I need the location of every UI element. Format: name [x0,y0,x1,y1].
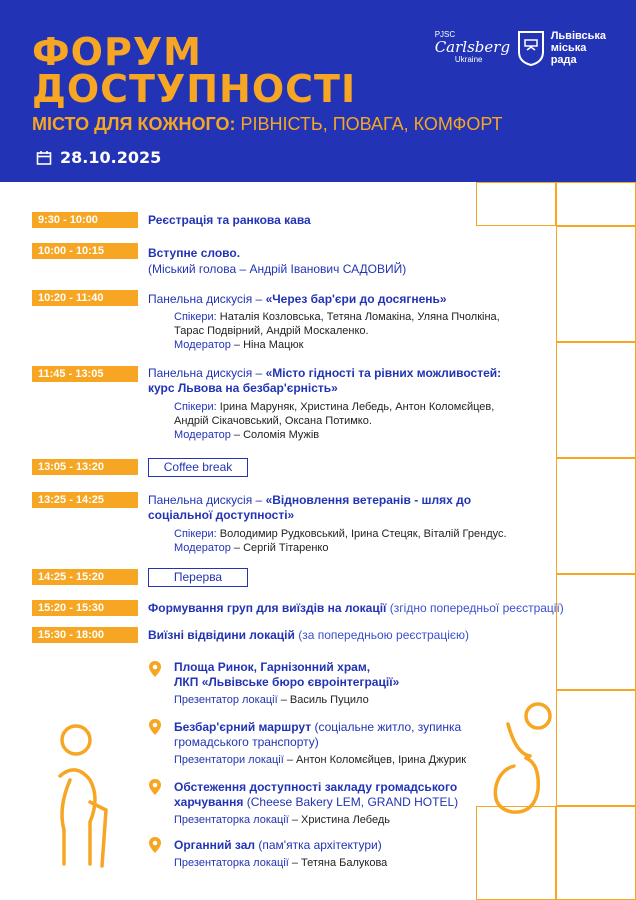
location-pin-icon [148,778,162,796]
presenter-label: Презентатори локації [174,754,284,766]
presenter-label: Презентаторка локації [174,814,289,826]
location-line-1: Обстеження доступності закладу громадського [174,780,458,794]
program-item [148,213,311,228]
item-title: «Місто гідності та рівних можливостей: [265,366,502,380]
coffee-break-label: Coffee break [148,458,248,477]
item-title: «Через бар'єри до досягнень» [265,292,447,306]
location-pin-icon [148,718,162,736]
location-line-1-bold: Органний зал [174,838,256,852]
carlsberg-logo [434,30,511,64]
speakers-line-2: Тарас Подвірний, Андрій Москаленко. [174,325,369,337]
location-line-2-rest: (Cheese Bakery LEM, GRAND HOTEL) [243,795,459,809]
moderator-line [174,541,328,555]
speakers-label: Спікери: [174,311,217,323]
speakers-line-2: Андрій Сікачовський, Оксана Потимко. [174,415,372,427]
item-title-2: курс Львова на безбар'єрність» [148,381,338,395]
date-text: 28.10.2025 [60,148,162,167]
item-note: (Міський голова – Андрій Іванович САДОВИЙ) [148,262,407,276]
speakers-names: Ірина Маруняк, Христина Лебедь, Антон Коломєйцев, [216,401,495,413]
time-slot: 13:05 - 13:20 [32,459,138,475]
item-title: «Відновлення ветеранів - шлях до [265,493,472,507]
speakers-line [174,400,494,414]
lviv-crest-icon [517,30,545,66]
lviv-line-3: рада [550,54,577,66]
moderator-label: Модератор [174,339,231,351]
program-item [148,601,564,616]
item-title: Виїзні відвідини локацій [148,628,295,642]
location-line-1: Площа Ринок, Гарнізонний храм, [174,660,371,674]
presenter-name: – Антон Коломєйцев, Ірина Джурик [283,754,467,766]
header-banner [0,0,636,182]
location-line-1-rest: (пам'ятка архітектури) [255,838,382,852]
time-slot: 13:25 - 14:25 [32,492,138,508]
time-slot: 10:20 - 11:40 [32,290,138,306]
item-note: (за попередньою реєстрацією) [294,628,469,642]
time-slot: 11:45 - 13:05 [32,366,138,382]
program-item [148,493,471,508]
time-slot: 10:00 - 10:15 [32,243,138,259]
forum-subtitle [32,114,503,135]
subtitle-bold: МІСТО ДЛЯ КОЖНОГО: [32,114,236,134]
location-line-2: громадського транспорту) [174,735,319,749]
presenter-label: Презентаторка локації [174,857,289,869]
program-item [148,366,501,381]
presenter-name: – Тетяна Балукова [288,857,388,869]
location-line-1-bold: Безбар'єрний маршрут [174,720,312,734]
time-slot: 15:30 - 18:00 [32,627,138,643]
item-prefix: Панельна дискусія – [148,366,266,380]
moderator-label: Модератор [174,542,231,554]
time-slot: 14:25 - 15:20 [32,569,138,585]
title-line-1: ФОРУМ [32,30,202,74]
event-date [36,148,161,167]
item-title: Реєстрація та ранкова кава [148,213,311,227]
lviv-city-council-logo [517,30,606,66]
program-item-cont [148,381,338,396]
speakers-names: Володимир Рудковський, Ірина Стецяк, Віталій Грендус. [216,528,507,540]
speakers-label: Спікери: [174,528,217,540]
presenter-name: – Христина Лебедь [288,814,390,826]
program-item [148,628,469,643]
carlsberg-ukraine: Ukraine [454,55,483,64]
item-prefix: Панельна дискусія – [148,292,266,306]
speakers-line [174,527,507,541]
item-prefix: Панельна дискусія – [148,493,266,507]
speakers-names: Наталія Козловська, Тетяна Ломакіна, Уляна Пчолкіна, [216,311,500,323]
forum-title [32,30,357,111]
carlsberg-pjsc: PJSC [434,30,456,39]
time-slot: 15:20 - 15:30 [32,600,138,616]
time-slot: 9:30 - 10:00 [32,212,138,228]
partner-logos [435,30,606,66]
program-item [148,246,240,261]
item-title-2: соціальної доступності» [148,508,295,522]
location-line-1-rest: (соціальне житло, зупинка [311,720,462,734]
location-pin-icon [148,660,162,678]
lviv-line-2: міська [550,42,587,54]
speakers-line [174,310,500,324]
item-title: Вступне слово. [148,246,241,260]
speakers-label: Спікери: [174,401,217,413]
carlsberg-brand: Carlsberg [434,38,511,56]
break-label: Перерва [148,568,248,587]
program-item [148,292,447,307]
presenter-name: – Василь Пуцило [277,694,369,706]
program-item-cont [148,508,294,523]
presenter-label: Презентатор локації [174,694,278,706]
person-with-cane-illustration [40,718,130,868]
moderator-name: – Сергій Тітаренко [230,542,329,554]
wheelchair-illustration [486,694,556,824]
moderator-name: – Ніна Мацюк [230,339,304,351]
lviv-line-1: Львівська [550,30,606,42]
location-line-2-bold: харчування [174,795,244,809]
moderator-line [174,338,303,352]
moderator-line [174,428,319,442]
location-pin-icon [148,836,162,854]
item-note: (згідно попередньої реєстрації) [386,601,564,615]
item-title: Формування груп для виїздів на локації [148,601,387,615]
calendar-icon [36,150,52,166]
location-line-2: ЛКП «Львівське бюро євроінтеграції» [174,675,400,689]
moderator-name: – Соломія Мужів [230,429,320,441]
subtitle-rest: РІВНІСТЬ, ПОВАГА, КОМФОРТ [235,114,503,134]
moderator-label: Модератор [174,429,231,441]
title-line-2: ДОСТУПНОСТІ [32,67,357,111]
